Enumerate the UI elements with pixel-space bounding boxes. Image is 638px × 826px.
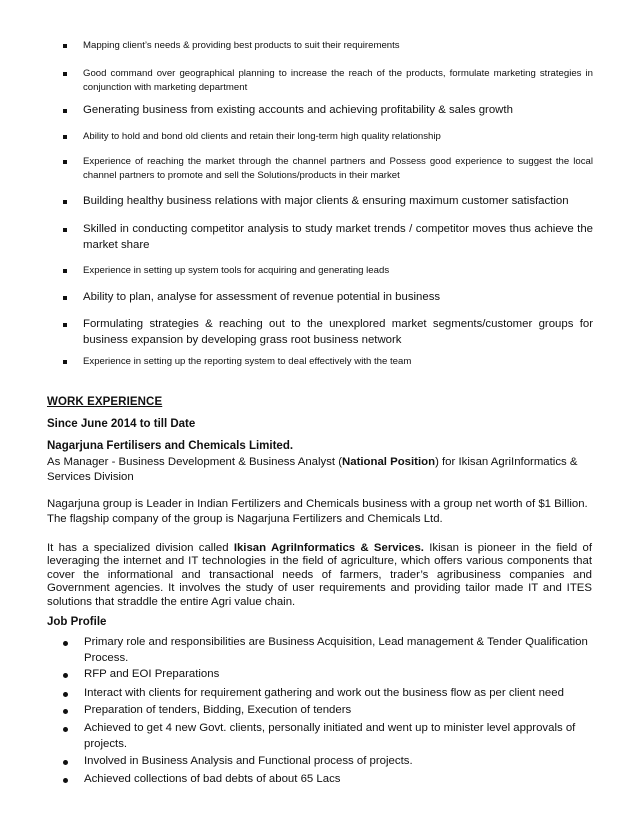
division-name: Ikisan AgriInformatics & Services. (233, 542, 424, 554)
job-profile-text: Achieved to get 4 new Govt. clients, personally initiated and went up to minister level approvals of projects. (84, 722, 576, 750)
division-details: Ikisan is pioneer in the field of leveraging the internet and IT technologies in the field of agriculture, which offers various components that cover the informational and transactional needs of farmers, trader’s agribusiness companies and Government agencies. It involves the study of user requirements and providing tailor made IT and ITES solutions that straddle the entire Agri value chain. (47, 542, 592, 608)
skill-text: Formulating strategies & reaching out to the unexplored market segments/customer groups for business expansion by developing grass root business network (83, 318, 593, 346)
section-heading-work-experience: WORK EXPERIENCE (47, 396, 163, 408)
division-overview-paragraph (47, 542, 592, 609)
skill-text: Good command over geographical planning to increase the reach of the products, formulate marketing strategies in conjunction with marketing department (83, 68, 593, 93)
round-bullet-icon (63, 778, 68, 783)
job-profile-title: Job Profile (47, 616, 107, 628)
job-profile-text: RFP and EOI Preparations (84, 668, 220, 680)
job-profile-text: Interact with clients for requirement gathering and work out the business flow as per client need (84, 687, 564, 699)
company-overview-paragraph: Nagarjuna group is Leader in Indian Fertilizers and Chemicals business with a group net worth of $1 Billion. The flagship company of the group is Nagarjuna Fertilizers and Chemicals Ltd. (47, 498, 588, 525)
role-description (47, 455, 592, 485)
skill-text: Skilled in conducting competitor analysis to study market trends / competitor moves thus achieve the market share (83, 223, 593, 251)
skill-text: Experience of reaching the market through the channel partners and Possess good experience to suggest the local channel partners to promote and sell the Solutions/products in their market (83, 156, 593, 181)
round-bullet-icon (63, 727, 68, 732)
round-bullet-icon (63, 692, 68, 697)
skill-text: Ability to hold and bond old clients and retain their long-term high quality relationship (83, 131, 441, 142)
division-intro: It has a specialized division called (47, 542, 234, 554)
role-position-type: National Position (342, 456, 436, 468)
skill-text: Generating business from existing accounts and achieving profitability & sales growth (83, 104, 513, 116)
employment-period: Since June 2014 to till Date (47, 418, 196, 430)
skill-text: Experience in setting up system tools for acquiring and generating leads (83, 265, 390, 276)
role-prefix: As Manager - Business Development & Business Analyst ( (47, 456, 343, 468)
job-profile-text: Preparation of tenders, Bidding, Execution of tenders (84, 704, 352, 716)
skill-text: Mapping client’s needs & providing best products to suit their requirements (83, 40, 400, 51)
skill-text: Building healthy business relations with major clients & ensuring maximum customer satisfaction (83, 195, 569, 207)
skill-text: Experience in setting up the reporting system to deal effectively with the team (83, 356, 412, 367)
skill-text: Ability to plan, analyse for assessment of revenue potential in business (83, 291, 441, 303)
round-bullet-icon (63, 709, 68, 714)
job-profile-text: Primary role and responsibilities are Business Acquisition, Lead management & Tender Qualification Process. (84, 636, 588, 664)
company-name: Nagarjuna Fertilisers and Chemicals Limited. (47, 440, 294, 452)
round-bullet-icon (63, 641, 68, 646)
round-bullet-icon (63, 760, 68, 765)
role-suffix: ) for Ikisan AgriInformatics & Services Division (47, 456, 578, 483)
round-bullet-icon (63, 673, 68, 678)
job-profile-text: Involved in Business Analysis and Functional process of projects. (84, 755, 413, 767)
job-profile-text: Achieved collections of bad debts of about 65 Lacs (84, 773, 341, 785)
